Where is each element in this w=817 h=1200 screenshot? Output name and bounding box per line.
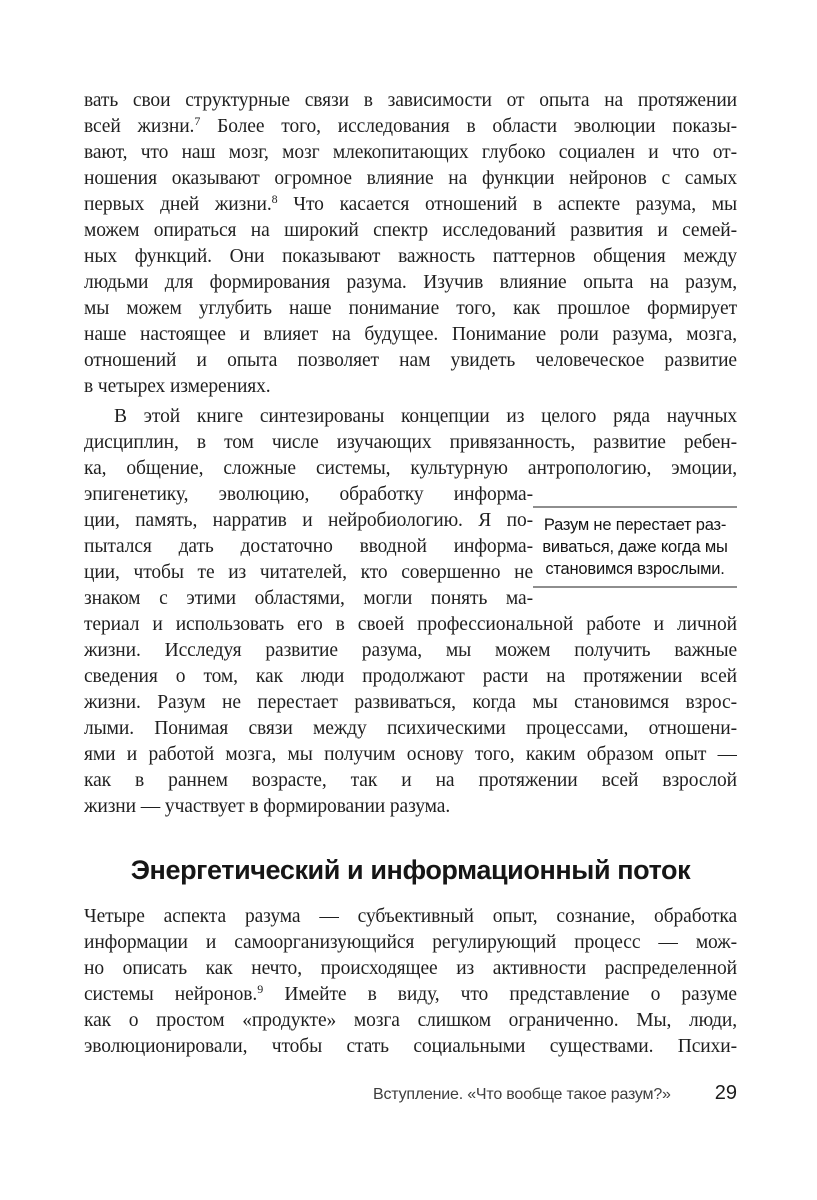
- text-line: В этой книге синтезированы концепции из целого ряда научных: [114, 406, 737, 427]
- text-line: знаком с этими областями, могли понять ма-: [84, 588, 533, 609]
- text-segment: системы нейронов.: [84, 984, 258, 1005]
- text-line: вать свои структурные связи в зависимости от опыта на протяжении: [84, 90, 737, 111]
- text-line: вают, что наш мозг, мозг млекопитающих глубоко социален и что от-: [84, 142, 737, 163]
- text-line: как о простом «продукте» мозга слишком ограниченно. Мы, люди,: [84, 1010, 737, 1031]
- footer-chapter-title: Вступление. «Что вообще такое разум?»: [372, 1086, 671, 1103]
- text-line: ции, память, нарратив и нейробиологию. Я по-: [84, 510, 533, 531]
- text-line: ями и работой мозга, мы получим основу того, каким образом опыт —: [84, 744, 737, 765]
- pull-quote-line: Разум не перестает раз-: [543, 516, 727, 534]
- text-line: Четыре аспекта разума — субъективный опыт, сознание, обработка: [84, 906, 737, 927]
- text-line: ных функций. Они показывают важность паттернов общения между: [84, 246, 737, 267]
- text-line: жизни. Исследуя развитие разума, мы можем получить важные: [84, 640, 737, 661]
- text-segment: первых дней жизни.: [84, 194, 272, 215]
- paragraph-3: [84, 904, 737, 1060]
- text-segment: Что касается отношений в аспекте разума, мы: [277, 194, 737, 215]
- footnote-ref-7: 7: [194, 114, 201, 128]
- text-line: эпигенетику, эволюцию, обработку информа-: [84, 484, 533, 505]
- text-column: [84, 88, 737, 1060]
- paragraph-1: [84, 88, 737, 400]
- text-line: можем опираться на широкий спектр исследований развития и семей-: [84, 220, 737, 241]
- text-line: ка, общение, сложные системы, культурную антропологию, эмоции,: [84, 458, 737, 479]
- text-line: пытался дать достаточно вводной информа-: [84, 536, 533, 557]
- text-line: [84, 192, 737, 218]
- section-heading: Энергетический и информационный поток: [130, 855, 691, 885]
- text-line: [84, 114, 737, 140]
- text-line: в четырех измерениях.: [84, 376, 271, 397]
- text-line: людьми для формирования разума. Изучив влияние опыта на разум,: [84, 272, 737, 293]
- text-segment: всей жизни.: [84, 116, 195, 137]
- text-line: отношений и опыта позволяет нам увидеть человеческое развитие: [84, 350, 737, 371]
- footnote-ref-8: 8: [271, 192, 278, 206]
- text-line: информации и самоорганизующийся регулирующий процесс — мож-: [84, 932, 737, 953]
- text-line: эволюционировали, чтобы стать социальными существами. Психи-: [84, 1036, 737, 1057]
- text-segment: Более того, исследования в области эволюции показы-: [200, 116, 737, 137]
- text-line: но описать как нечто, происходящее из активности распределенной: [84, 958, 737, 979]
- text-line: мы можем углубить наше понимание того, как прошлое формирует: [84, 298, 737, 319]
- text-line: наше настоящее и влияет на будущее. Понимание роли разума, мозга,: [84, 324, 737, 345]
- pull-quote-line: виваться, даже когда мы: [542, 538, 728, 556]
- footnote-ref-9: 9: [257, 982, 264, 996]
- running-footer: [84, 1082, 737, 1105]
- pull-quote: [533, 506, 737, 588]
- text-line: териал и использовать его в своей профессиональной работе и личной: [84, 614, 737, 635]
- text-line: жизни — участвует в формировании разума.: [84, 796, 451, 817]
- text-line: жизни. Разум не перестает развиваться, когда мы становимся взрос-: [84, 692, 737, 713]
- text-line: [84, 982, 737, 1008]
- pull-quote-line: становимся взрослыми.: [545, 560, 725, 578]
- text-segment: Имейте в виду, что представление о разуме: [263, 984, 737, 1005]
- text-line: сведения о том, как люди продолжают расти на протяжении всей: [84, 666, 737, 687]
- paragraph-2: [84, 404, 737, 820]
- text-line: как в раннем возрасте, так и на протяжении всей взрослой: [84, 770, 737, 791]
- text-line: ношения оказывают огромное влияние на функции нейронов с самых: [84, 168, 737, 189]
- page-number: 29: [714, 1082, 737, 1104]
- text-line: дисциплин, в том числе изучающих привязанность, развитие ребен-: [84, 432, 737, 453]
- text-line: ции, чтобы те из читателей, кто совершенно не: [84, 562, 533, 583]
- text-line: лыми. Понимая связи между психическими процессами, отношени-: [84, 718, 737, 739]
